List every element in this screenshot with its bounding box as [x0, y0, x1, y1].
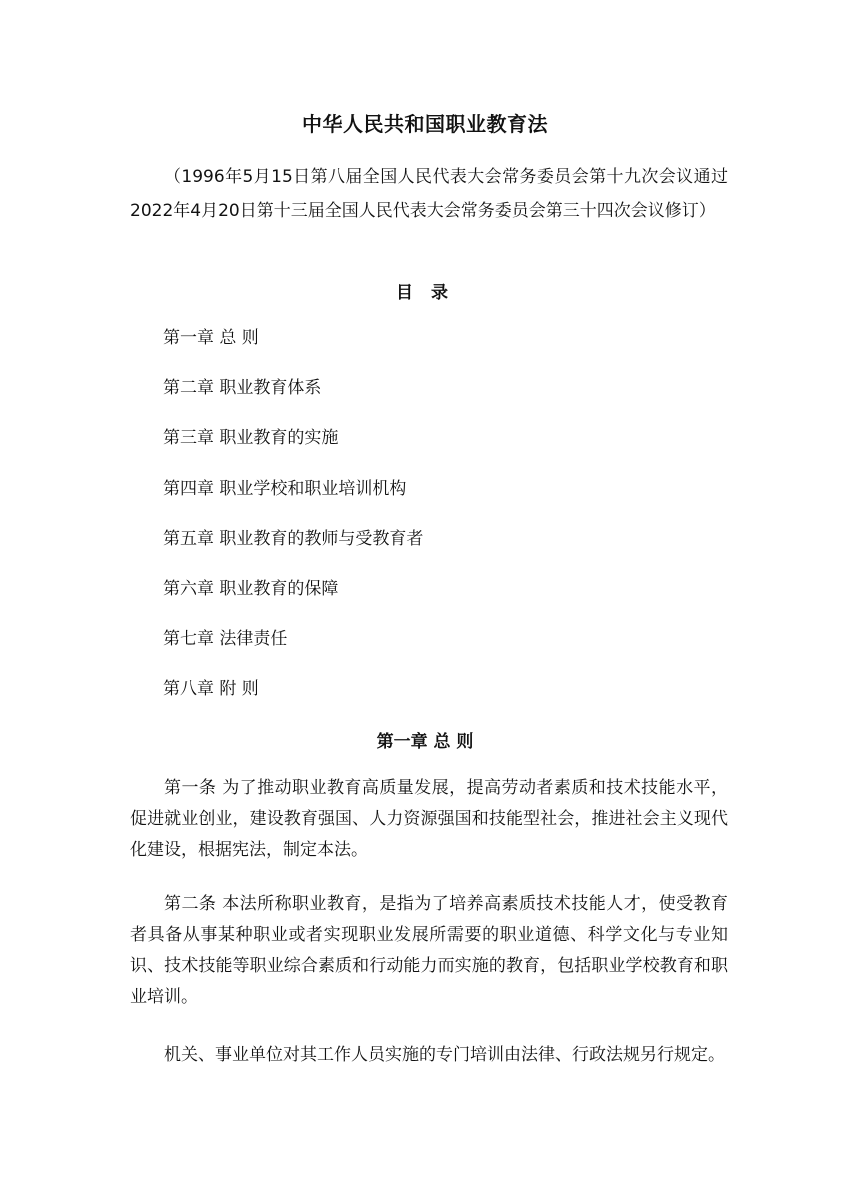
document-intro: （1996年5月15日第八届全国人民代表大会常务委员会第十九次会议通过 2022年4月20日第十三届全国人民代表大会常务委员会第三十四次会议修订）	[130, 167, 728, 221]
toc-item-chapter-8[interactable]: 第八章 附 则	[163, 679, 259, 699]
toc-item-chapter-3[interactable]: 第三章 职业教育的实施	[163, 428, 339, 448]
document-title: 中华人民共和国职业教育法	[302, 112, 548, 136]
toc-item-chapter-2[interactable]: 第二章 职业教育体系	[163, 378, 322, 398]
toc-item-chapter-1[interactable]: 第一章 总 则	[163, 328, 259, 348]
toc-item-chapter-4[interactable]: 第四章 职业学校和职业培训机构	[163, 479, 407, 499]
toc-heading: 目 录	[396, 283, 454, 303]
toc-item-chapter-5[interactable]: 第五章 职业教育的教师与受教育者	[163, 529, 424, 549]
chapter-heading: 第一章 总 则	[376, 732, 474, 752]
article-2: 第二条 本法所称职业教育，是指为了培养高素质技术技能人才，使受教育者具备从事某种职业或者实现职业发展所需要的职业道德、科学文化与专业知识、技术技能等职业综合素质和行动能力而实施的教育，包括职业学校教育和职业培训。	[130, 894, 728, 1007]
toc-item-chapter-6[interactable]: 第六章 职业教育的保障	[163, 579, 339, 599]
article-2-paragraph-2: 机关、事业单位对其工作人员实施的专门培训由法律、行政法规另行规定。	[164, 1045, 725, 1065]
article-1: 第一条 为了推动职业教育高质量发展，提高劳动者素质和技术技能水平，促进就业创业，建设教育强国、人力资源强国和技能型社会，推进社会主义现代化建设，根据宪法，制定本法。	[130, 778, 728, 860]
toc-item-chapter-7[interactable]: 第七章 法律责任	[163, 629, 288, 649]
